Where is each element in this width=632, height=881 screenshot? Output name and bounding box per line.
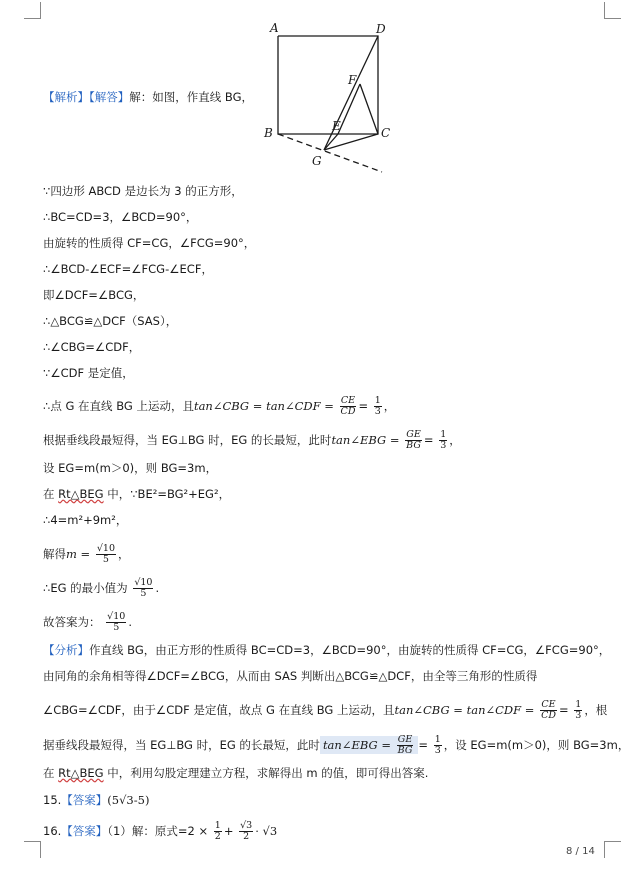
final-answer: 故答案为： $\frac{√10}{5}$ .	[43, 611, 132, 633]
step-3: ∴BC=CD=3，∠BCD=90°，	[43, 210, 198, 224]
label-d: D	[376, 22, 386, 36]
label-f: F	[348, 73, 357, 87]
tag-answer-15: 【答案】	[61, 793, 108, 807]
answer-15-value: (5√3-5)	[107, 793, 150, 807]
question-16: 16.【答案】（1）解：原式=2 × $\frac{1}{2}$ + $\frac{√3}{2}$ · √3	[43, 820, 278, 842]
fraction-ce-cd: $\frac{CE}{CD}$	[340, 395, 356, 417]
square-abcd	[278, 36, 378, 134]
step-13: 在 Rt△BEG 中，∵BE²=BG²+EG²，	[43, 487, 231, 501]
step-8: ∴∠CBG=∠CDF，	[43, 340, 141, 354]
crop-mark-bottom-left	[24, 841, 41, 858]
step-10-text: ∴点 G 在直线 BG 上运动，且	[43, 399, 194, 413]
crop-mark-top-right	[604, 2, 621, 19]
step-11-text: 根据垂线段最短得，当 EG⊥BG 时，EG 的长最短，此时	[43, 433, 332, 447]
step-5: ∴∠BCD-∠ECF=∠FCG-∠ECF，	[43, 262, 213, 276]
label-c: C	[381, 126, 391, 140]
step-9: ∵∠CDF 是定值，	[43, 366, 134, 380]
analysis-line-2: 由同角的余角相等得∠DCF=∠BCG，从而由 SAS 判断出△BCG≌△DCF，由全等三角形的性质得	[43, 669, 538, 683]
fraction-ce-cd: $\frac{CE}{CD}$	[541, 699, 556, 721]
fraction-sqrt10-over-5: $\frac{√10}{5}$	[107, 611, 126, 633]
fraction-sqrt10-over-5: $\frac{√10}{5}$	[134, 577, 153, 599]
tag-analysis-2: 【分析】	[43, 643, 89, 657]
step-4: 由旋转的性质得 CF=CG，∠FCG=90°，	[43, 236, 256, 250]
fraction-one-half: $\frac{1}{2}$	[214, 820, 221, 842]
solution-intro: 解：如图，作直线 BG，	[129, 90, 254, 104]
tag-answer: 【解答】	[89, 90, 130, 104]
step-16: ∴EG 的最小值为 $\frac{√10}{5}$ .	[43, 577, 160, 599]
tag-answer-16: 【答案】	[61, 824, 108, 838]
solution-heading	[43, 90, 253, 104]
crop-mark-bottom-right	[604, 841, 621, 858]
label-a: A	[270, 21, 279, 35]
tan-equation: tan∠CBG = tan∠CDF =	[193, 399, 334, 413]
line-bg-dashed	[278, 134, 382, 172]
fraction-ge-bg: $\frac{GE}{BG}$	[406, 429, 421, 451]
fraction-one-third: $\frac{1}{3}$	[440, 429, 447, 451]
fraction-sqrt10-over-5: $\frac{√10}{5}$	[96, 543, 116, 565]
step-14: ∴4=m²+9m²，	[43, 513, 128, 527]
rt-triangle-beg: Rt△BEG	[58, 487, 104, 501]
analysis-line-3: ∠CBG=∠CDF，由于∠CDF 是定值，故点 G 在直线 BG 上运动，且tan∠CBG = tan∠CDF = $\frac{CE}{CD}$ = $\frac{1}{3}$ ，根	[43, 699, 608, 721]
rt-triangle-beg: Rt△BEG	[58, 766, 104, 780]
analysis-line-4: 据垂线段最短得，当 EG⊥BG 时，EG 的长最短，此时 tan∠EBG = $\frac{GE}{BG}$ = $\frac{1}{3}$ ，设 EG=m(m＞0)，则 BG=3m，	[43, 734, 630, 756]
crop-mark-top-left	[24, 2, 41, 19]
label-e: E	[332, 119, 341, 133]
segment-gc	[324, 134, 378, 150]
fraction-one-third: $\frac{1}{3}$	[575, 699, 582, 721]
step-2: ∵四边形 ABCD 是边长为 3 的正方形，	[43, 184, 243, 198]
analysis-line-5: 在 Rt△BEG 中，利用勾股定理建立方程，求解得出 m 的值，即可得出答案.	[43, 766, 429, 780]
tan-ebg-equation: tan∠EBG =	[331, 433, 400, 447]
step-15: 解得m = $\frac{√10}{5}$ ，	[43, 543, 130, 565]
page-number: 8 / 14	[566, 846, 595, 857]
label-g: G	[312, 154, 322, 168]
segment-fc	[360, 84, 378, 134]
question-15	[43, 793, 149, 807]
step-10: ∴点 G 在直线 BG 上运动，且tan∠CBG = tan∠CDF = $\frac{CE}{CD}$ = $\frac{1}{3}$ ，	[43, 395, 396, 417]
step-12: 设 EG=m(m＞0)，则 BG=3m，	[43, 461, 218, 475]
label-b: B	[264, 126, 273, 140]
fraction-sqrt3-over-2: $\frac{√3}{2}$	[240, 820, 253, 842]
step-7: ∴△BCG≌△DCF（SAS），	[43, 314, 178, 328]
question-number: 15.	[43, 793, 62, 807]
step-6: 即∠DCF=∠BCG，	[43, 288, 145, 302]
question-number: 16.	[43, 824, 62, 838]
step-11: 根据垂线段最短得，当 EG⊥BG 时，EG 的长最短，此时tan∠EBG = $\frac{GE}{BG}$ = $\frac{1}{3}$ ，	[43, 429, 461, 451]
fraction-one-third: $\frac{1}{3}$	[374, 395, 381, 417]
tag-analysis: 【解析】	[43, 90, 89, 104]
analysis-line-1: 【分析】作直线 BG，由正方形的性质得 BC=CD=3，∠BCD=90°，由旋转的性质得 CF=CG，∠FCG=90°，	[43, 643, 611, 657]
geometry-figure	[262, 20, 397, 178]
segment-fe	[338, 84, 360, 134]
fraction-ge-bg: $\frac{GE}{BG}$	[397, 734, 413, 756]
highlighted-equation: tan∠EBG = $\frac{GE}{BG}$	[320, 736, 418, 754]
fraction-one-third: $\frac{1}{3}$	[434, 734, 441, 756]
